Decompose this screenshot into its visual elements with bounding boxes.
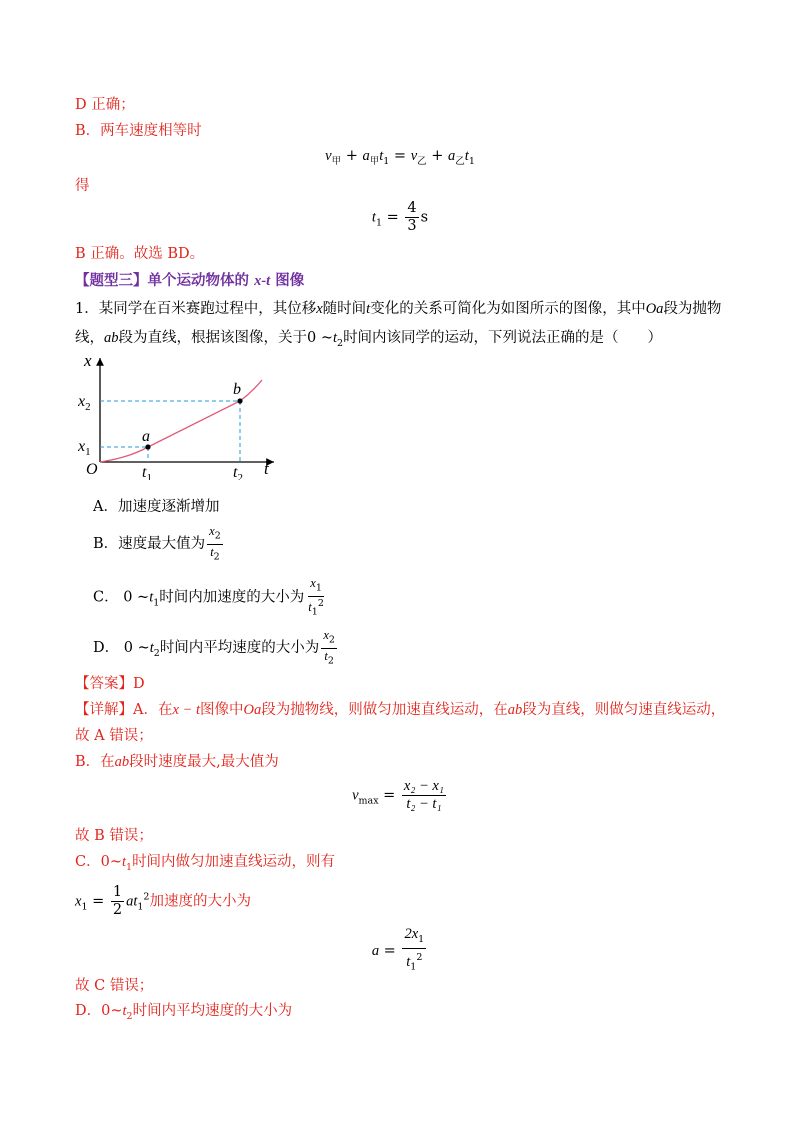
explain-c-wrong: 故 C 错误； [75, 978, 154, 994]
x-axis-label: t [264, 459, 269, 478]
d-correct-line: D 正确； [75, 97, 135, 113]
point-a-dot [145, 444, 150, 449]
equation-a: a = $\frac{2x_1}{t_1^2}$ [371, 926, 425, 973]
option-b[interactable]: B．速度最大值为 $\frac{x_2}{t_2}$ [93, 524, 221, 562]
section-heading: 【题型三】单个运动物体的 x-t 图像 [75, 272, 305, 289]
equation-x1: $x_1$ = $\frac{1}{2}$ $at_1^2$加速度的大小为 [75, 884, 251, 918]
b-correct-line: B 正确。故选 BD。 [75, 246, 205, 262]
explain-a-wrong: 故 A 错误； [75, 728, 153, 744]
option-d[interactable]: D． 0 $\sim t_2$时间内平均速度的大小为 $\frac{x_2}{t_2}$ [93, 628, 335, 666]
question-line-2: 线，ab段为直线，根据该图像，关于0 $\sim t_2$时间内该同学的运动，下列说法正确的是（ ） [75, 330, 663, 349]
xt-graph [78, 350, 288, 480]
answer-line: 【答案】D [75, 676, 145, 692]
point-b-label: b [233, 381, 241, 398]
equation-t1: $t_1$ = $\frac{4}{3}$ s [371, 200, 429, 234]
point-b-dot [237, 398, 242, 403]
origin-label: O [86, 461, 98, 478]
option-a[interactable]: A．加速度逐渐增加 [93, 499, 220, 515]
explain-line-d: D．$0\sim t_2$时间内平均速度的大小为 [75, 1003, 293, 1022]
explain-line-c: C．$0\sim t_1$时间内做匀加速直线运动，则有 [75, 854, 336, 873]
equation-vmax: $v_{max}$ = $\frac{\text{x₂ − x₁}}{\text{t₂ − t₁}}$ [352, 778, 444, 812]
question-line-1: 1．某同学在百米赛跑过程中，其位移x随时间t变化的关系可简化为如图所示的图像，其中Oa段为抛物 [75, 301, 722, 317]
x2-label: $x_2$ [78, 393, 91, 413]
x1-label: $x_1$ [78, 438, 91, 458]
explain-line-b: B．在ab段时速度最大,最大值为 [75, 754, 279, 770]
t1-label: $t_1$ [142, 464, 152, 480]
explain-line-a: 【详解】A．在x − t图像中Oa段为抛物线，则做匀加速直线运动，在ab段为直线，则做匀速直线运动， [75, 702, 726, 718]
equation-speeds-equal: $v_甲 + a_甲t_1 = v_乙 + a_乙t_1$ [325, 148, 475, 167]
explain-b-wrong: 故 B 错误； [75, 828, 153, 844]
b-intro-line: B．两车速度相等时 [75, 123, 202, 139]
y-axis-label: x [84, 351, 92, 370]
option-c[interactable]: C． 0 $\sim t_1$时间内加速度的大小为 $\frac{x_1}{t_1^2}$ [93, 576, 324, 618]
de-line: 得 [75, 178, 90, 194]
t2-label: $t_2$ [233, 464, 243, 480]
point-a-label: a [142, 428, 150, 445]
